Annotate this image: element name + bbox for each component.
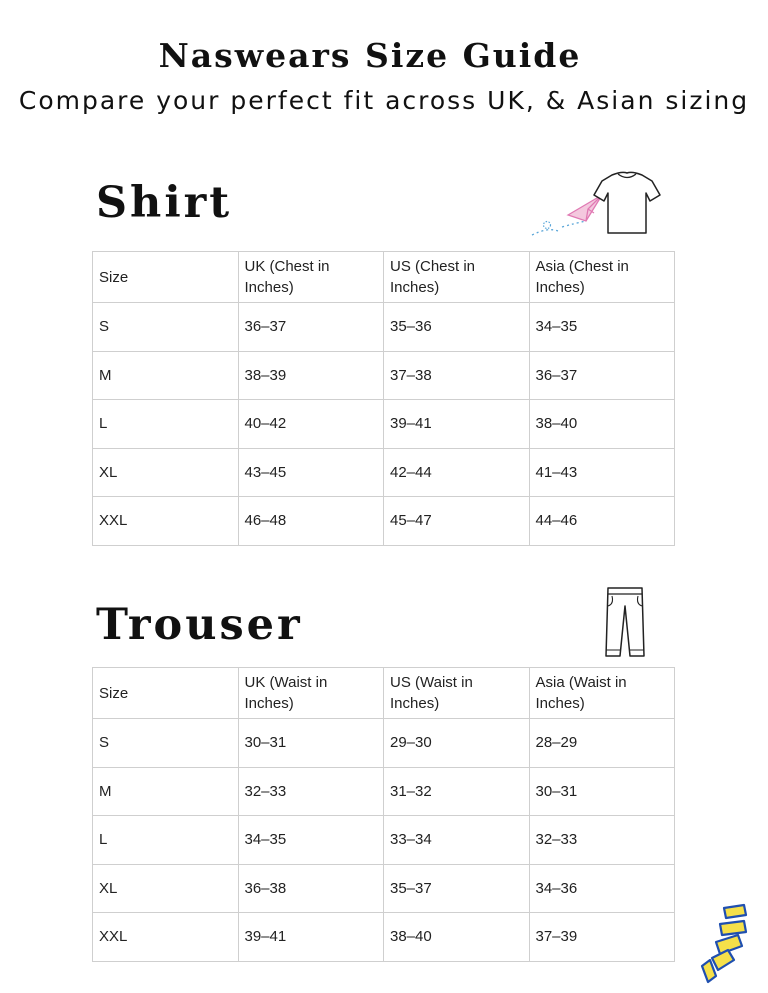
uk-cell: 36–37 bbox=[238, 303, 384, 352]
us-cell: 39–41 bbox=[384, 400, 530, 449]
us-cell: 29–30 bbox=[384, 719, 530, 768]
column-header-size: Size bbox=[93, 668, 239, 719]
us-cell: 35–37 bbox=[384, 864, 530, 913]
size-cell: S bbox=[93, 303, 239, 352]
tshirt-paper-plane-icon bbox=[528, 165, 668, 241]
uk-cell: 43–45 bbox=[238, 448, 384, 497]
uk-cell: 30–31 bbox=[238, 719, 384, 768]
shirt-heading: Shirt bbox=[96, 178, 233, 228]
page-title: Naswears Size Guide bbox=[158, 36, 582, 75]
us-cell: 31–32 bbox=[384, 767, 530, 816]
us-cell: 33–34 bbox=[384, 816, 530, 865]
size-cell: M bbox=[93, 351, 239, 400]
size-cell: S bbox=[93, 719, 239, 768]
column-header-us: US (Waist in Inches) bbox=[384, 668, 530, 719]
table-row bbox=[93, 913, 675, 962]
us-cell: 42–44 bbox=[384, 448, 530, 497]
trouser-size-table bbox=[92, 667, 675, 962]
column-header-uk: UK (Chest in Inches) bbox=[238, 252, 384, 303]
asia-cell: 41–43 bbox=[529, 448, 675, 497]
table-row bbox=[93, 351, 675, 400]
asia-cell: 34–36 bbox=[529, 864, 675, 913]
asia-cell: 44–46 bbox=[529, 497, 675, 546]
table-row bbox=[93, 816, 675, 865]
column-header-uk: UK (Waist in Inches) bbox=[238, 668, 384, 719]
column-header-size: Size bbox=[93, 252, 239, 303]
asia-cell: 28–29 bbox=[529, 719, 675, 768]
table-row bbox=[93, 448, 675, 497]
asia-cell: 30–31 bbox=[529, 767, 675, 816]
asia-cell: 32–33 bbox=[529, 816, 675, 865]
asia-cell: 34–35 bbox=[529, 303, 675, 352]
asia-cell: 36–37 bbox=[529, 351, 675, 400]
us-cell: 38–40 bbox=[384, 913, 530, 962]
uk-cell: 36–38 bbox=[238, 864, 384, 913]
size-cell: L bbox=[93, 816, 239, 865]
uk-cell: 39–41 bbox=[238, 913, 384, 962]
trouser-heading: Trouser bbox=[96, 600, 303, 650]
uk-cell: 34–35 bbox=[238, 816, 384, 865]
table-row bbox=[93, 303, 675, 352]
size-cell: L bbox=[93, 400, 239, 449]
page-subtitle: Compare your perfect fit across UK, & Asian sizing bbox=[18, 86, 750, 115]
column-header-asia: Asia (Chest in Inches) bbox=[529, 252, 675, 303]
table-row bbox=[93, 864, 675, 913]
shirt-size-table bbox=[92, 251, 675, 546]
size-cell: XXL bbox=[93, 497, 239, 546]
size-cell: M bbox=[93, 767, 239, 816]
table-row bbox=[93, 400, 675, 449]
size-cell: XL bbox=[93, 448, 239, 497]
asia-cell: 37–39 bbox=[529, 913, 675, 962]
uk-cell: 46–48 bbox=[238, 497, 384, 546]
size-cell: XXL bbox=[93, 913, 239, 962]
us-cell: 45–47 bbox=[384, 497, 530, 546]
uk-cell: 32–33 bbox=[238, 767, 384, 816]
table-row bbox=[93, 497, 675, 546]
us-cell: 37–38 bbox=[384, 351, 530, 400]
table-row bbox=[93, 767, 675, 816]
table-row bbox=[93, 719, 675, 768]
asia-cell: 38–40 bbox=[529, 400, 675, 449]
table-header-row bbox=[93, 252, 675, 303]
column-header-us: US (Chest in Inches) bbox=[384, 252, 530, 303]
uk-cell: 38–39 bbox=[238, 351, 384, 400]
size-cell: XL bbox=[93, 864, 239, 913]
sunburst-icon bbox=[698, 902, 768, 984]
us-cell: 35–36 bbox=[384, 303, 530, 352]
column-header-asia: Asia (Waist in Inches) bbox=[529, 668, 675, 719]
table-header-row bbox=[93, 668, 675, 719]
uk-cell: 40–42 bbox=[238, 400, 384, 449]
trousers-icon bbox=[600, 584, 650, 660]
